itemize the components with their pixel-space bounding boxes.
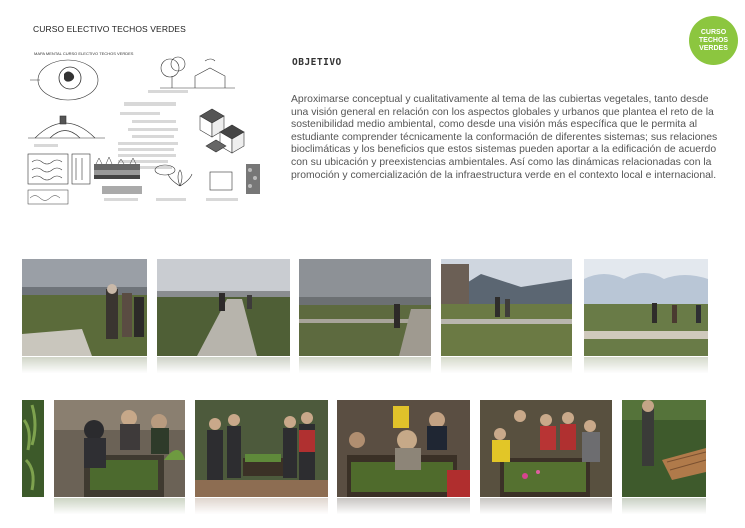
- reflection-3: [299, 357, 431, 375]
- reflection-6: [54, 498, 185, 516]
- reflection-2: [157, 357, 290, 375]
- workshop-photo-2: [195, 400, 328, 497]
- reflection-4: [441, 357, 572, 375]
- rooftop-photo-5: [584, 259, 708, 356]
- green-roof-modules-icon: [200, 109, 244, 153]
- house-sketch-icon: [160, 57, 235, 88]
- concept-labels: [118, 102, 178, 169]
- course-badge: [689, 16, 738, 65]
- workshop-photo-4: [480, 400, 612, 497]
- plants-photo-1: [22, 400, 44, 497]
- objective-heading: OBJETIVO: [292, 57, 342, 68]
- rooftop-photo-2: [157, 259, 290, 356]
- objective-paragraph: Aproximarse conceptual y cualitativamente al tema de las cubiertas vegetales, tanto desde una visión general en relación con los aspectos globales y urbanos que plantea el reto de la sostenibilidad medio ambiental, como desde una visión más específica que le permita al estudiante comprender técnicamente la conformación de diferentes sistemas; sus relaciones bioclimáticas y los beneficios que estos sistemas pueden aportar a la edificación de acuerdo con su ubicación y preexistencias ambientales. Así como las dinámicas relacionadas con la promoción y comercialización de la infraestructura verde en el contexto local e internacional.: [291, 94, 718, 181]
- garden-photo-1: [622, 400, 706, 497]
- page-title: CURSO ELECTIVO TECHOS VERDES: [33, 24, 186, 34]
- badge-label: CURSO TECHOS VERDES: [698, 28, 729, 52]
- concept-map-diagram: [20, 46, 260, 212]
- reflection-8: [337, 498, 470, 516]
- globe-icon: [30, 60, 98, 100]
- reflection-10: [622, 498, 706, 516]
- rooftop-photo-4: [441, 259, 572, 356]
- reflection-5: [584, 357, 708, 375]
- rooftop-photo-3: [299, 259, 431, 356]
- concept-map-illustration: [20, 46, 260, 212]
- dome-building-icon: [28, 116, 105, 138]
- reflection-7: [195, 498, 328, 516]
- workshop-photo-3: [337, 400, 470, 497]
- reflection-1: [22, 357, 147, 375]
- climate-graphs-icon: [28, 154, 90, 184]
- diagram-heading: MAPA MENTAL CURSO ELECTIVO TECHOS VERDES: [34, 51, 134, 56]
- workshop-photo-1: [54, 400, 185, 497]
- rooftop-photo-1: [22, 259, 147, 356]
- reflection-9: [480, 498, 612, 516]
